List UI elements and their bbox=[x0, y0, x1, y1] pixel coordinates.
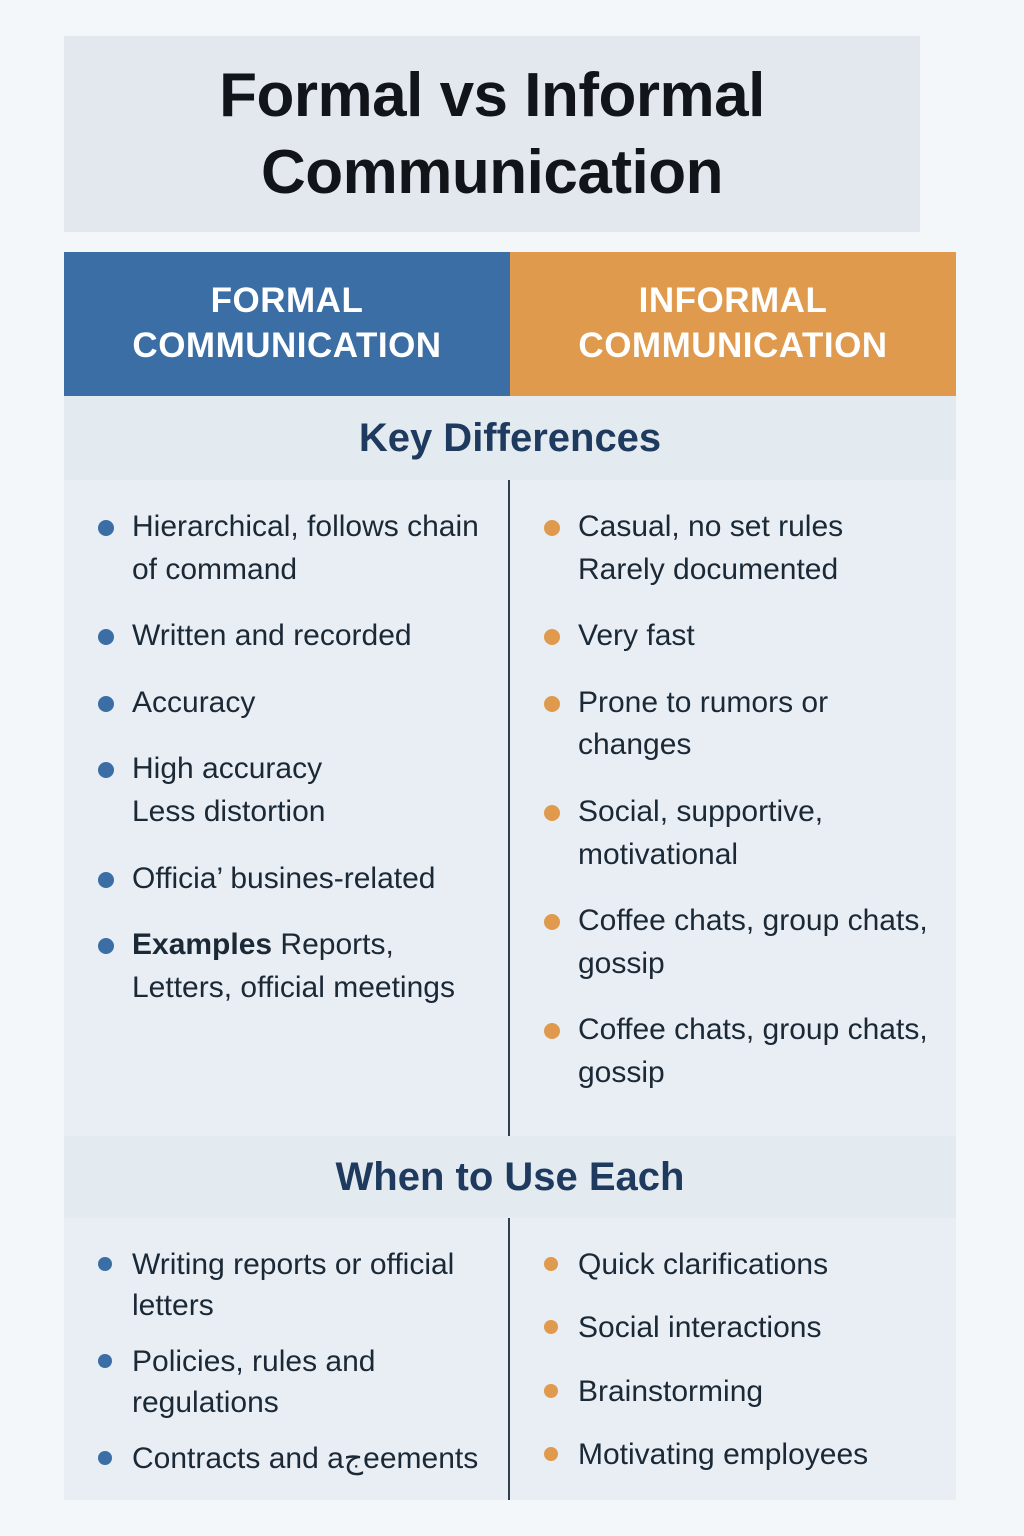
list-item bbox=[540, 1307, 934, 1348]
bullet-dot-icon bbox=[544, 1023, 560, 1039]
list-item-subtext: Less distortion bbox=[132, 794, 326, 828]
list-item bbox=[94, 748, 486, 833]
key-differences-informal-column bbox=[510, 480, 956, 1136]
bullet-dot-icon bbox=[98, 872, 114, 888]
bullet-dot-icon bbox=[544, 1257, 558, 1271]
list-item bbox=[94, 924, 486, 1009]
list-item bbox=[94, 682, 486, 725]
bullet-dot-icon bbox=[544, 1320, 558, 1334]
bullet-dot-icon bbox=[544, 629, 560, 645]
list-item bbox=[540, 1371, 934, 1412]
list-item-text: Social interactions bbox=[578, 1311, 822, 1345]
bullet-dot-icon bbox=[544, 805, 560, 821]
list-item bbox=[94, 615, 486, 658]
bullet-dot-icon bbox=[544, 696, 560, 712]
bullet-dot-icon bbox=[98, 1354, 112, 1368]
list-item-text: High accuracy bbox=[132, 752, 323, 786]
list-item-text: Hierarchical, follows chain of command bbox=[132, 510, 479, 586]
list-item bbox=[94, 506, 486, 591]
key-differences-informal-list bbox=[540, 506, 934, 1095]
list-item-text: Quick clarifications bbox=[578, 1248, 829, 1281]
when-to-use-informal-list bbox=[540, 1244, 934, 1476]
when-to-use-informal-column bbox=[510, 1218, 956, 1500]
list-item-text: Casual, no set rules bbox=[578, 510, 844, 543]
column-headers bbox=[64, 252, 956, 396]
bullet-dot-icon bbox=[544, 1384, 558, 1398]
list-item bbox=[94, 858, 486, 901]
list-item-lead: Examples bbox=[132, 928, 273, 962]
list-item bbox=[540, 1434, 934, 1475]
key-differences-formal-column bbox=[64, 480, 510, 1136]
when-to-use-formal-column bbox=[64, 1218, 510, 1500]
list-item bbox=[540, 1009, 934, 1094]
section-body-key-differences bbox=[64, 480, 956, 1136]
list-item bbox=[540, 791, 934, 876]
column-header-formal: FORMAL COMMUNICATION bbox=[64, 252, 510, 396]
bullet-dot-icon bbox=[98, 1257, 112, 1271]
list-item bbox=[540, 682, 934, 767]
list-item-text: Reports, Letters, official meetings bbox=[132, 928, 455, 1004]
list-item bbox=[540, 1244, 934, 1285]
list-item-text: Very fast bbox=[578, 619, 695, 653]
list-item bbox=[540, 615, 934, 658]
list-item-text: Prone to rumors or changes bbox=[578, 685, 829, 762]
list-item-text: Officia’ busines-related bbox=[132, 861, 436, 895]
list-item-subtext: Rarely documented bbox=[578, 552, 839, 586]
list-item-text: Motivating employees bbox=[578, 1438, 869, 1472]
section-heading-key-differences: Key Differences bbox=[64, 396, 956, 480]
list-item-text: Policies, rules and regulations bbox=[132, 1344, 376, 1420]
bullet-dot-icon bbox=[544, 914, 560, 930]
list-item bbox=[94, 1438, 486, 1479]
list-item-text: Accuracy bbox=[132, 685, 256, 719]
bullet-dot-icon bbox=[544, 520, 560, 536]
bullet-dot-icon bbox=[98, 938, 114, 954]
key-differences-formal-list bbox=[94, 506, 486, 1009]
list-item-text: Social, supportive, motivational bbox=[578, 794, 824, 871]
list-item bbox=[540, 900, 934, 985]
bullet-dot-icon bbox=[98, 1451, 112, 1465]
section-heading-when-to-use: When to Use Each bbox=[64, 1136, 956, 1218]
bullet-dot-icon bbox=[544, 1447, 558, 1461]
bullet-dot-icon bbox=[98, 629, 114, 645]
bullet-dot-icon bbox=[98, 520, 114, 536]
bullet-dot-icon bbox=[98, 762, 114, 778]
column-header-informal: INFORMAL COMMUNICATION bbox=[510, 252, 956, 396]
list-item-text: Coffee chats, group chats, gossip bbox=[578, 904, 928, 980]
list-item-text: Writing reports or official letters bbox=[132, 1248, 455, 1323]
list-item-text: Coffee chats, group chats, gossip bbox=[578, 1013, 928, 1089]
list-item bbox=[94, 1244, 486, 1327]
bullet-dot-icon bbox=[98, 696, 114, 712]
page-title: Formal vs Informal Communication bbox=[219, 60, 765, 207]
list-item bbox=[540, 506, 934, 591]
list-item bbox=[94, 1341, 486, 1424]
list-item-text: Brainstorming bbox=[578, 1374, 764, 1408]
list-item-text: Written and recorded bbox=[132, 619, 412, 653]
list-item-text: Contracts and aجeements bbox=[132, 1441, 479, 1475]
section-body-when-to-use bbox=[64, 1218, 956, 1500]
title-band bbox=[64, 36, 920, 232]
when-to-use-formal-list bbox=[94, 1244, 486, 1479]
